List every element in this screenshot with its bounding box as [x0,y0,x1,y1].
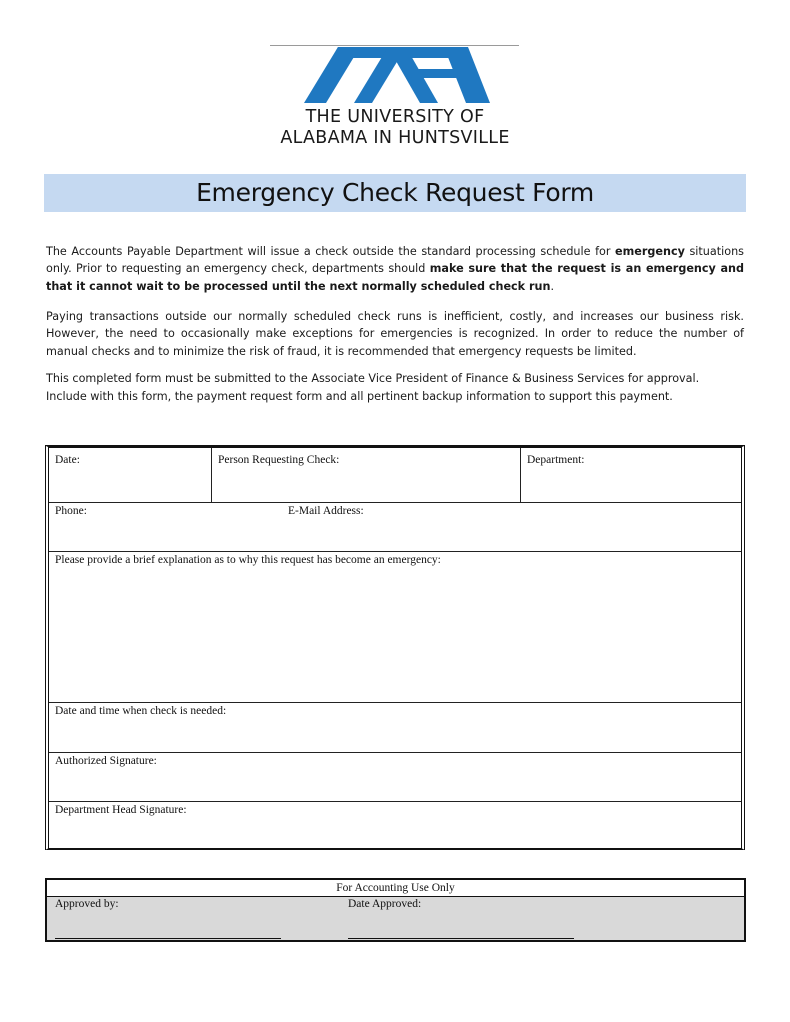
email-label: E-Mail Address: [288,505,364,517]
accounting-use-box [45,878,746,942]
department-label: Department: [527,454,585,466]
divider [520,448,521,502]
p3-line-1: This completed form must be submitted to the Associate Vice President of Finance & Business Services for approval. [46,372,700,385]
department-head-signature-label: Department Head Signature: [55,804,187,816]
row-divider [49,801,741,802]
row-divider [49,752,741,753]
divider [211,448,212,502]
date-label: Date: [55,454,80,466]
request-form-table [45,445,745,850]
approved-by-signature-line [55,938,281,939]
p1-bold-1: emergency [615,245,685,258]
logo-text-line1: THE UNIVERSITY OF [305,107,485,127]
intro-paragraph-2: Paying transactions outside our normally scheduled check runs is inefficient, costly, and increases our business risk. However, the need to occasionally make exceptions for emergencies is recognized. In order to reduce the number of manual checks and to minimize the risk of fraud, it is recommended that emergency requests be limited. [46,310,744,358]
approved-by-label: Approved by: [55,898,119,910]
p3-line-2: Include with this form, the payment request form and all pertinent backup information to support this payment. [46,390,673,404]
form-title: Emergency Check Request Form [44,174,746,212]
explanation-label: Please provide a brief explanation as to why this request has become an emergency: [55,554,441,566]
accounting-header: For Accounting Use Only [47,880,744,897]
date-approved-label: Date Approved: [348,898,422,910]
phone-label: Phone: [55,505,87,517]
date-approved-line [348,938,574,939]
date-time-needed-label: Date and time when check is needed: [55,705,227,717]
p1-text-1: The Accounts Payable Department will issue a check outside the standard processing schedule for [46,245,616,258]
uah-logo-mark-icon [268,47,522,107]
p1-text-3: . [550,279,555,293]
intro-paragraph-3 [46,370,744,406]
logo-top-rule [270,45,519,46]
uah-logo [268,47,522,149]
intro-paragraph-1 [46,243,744,295]
p1-bold-2: make sure that the request is an emergency and that it cannot wait to be processed until the next normally scheduled check run [46,262,745,293]
row-divider [49,502,741,503]
p1-text-2: situations only. Prior to requesting an emergency check, departments should [46,245,744,276]
logo-text-line2: ALABAMA IN HUNTSVILLE [280,128,510,148]
person-requesting-label: Person Requesting Check: [218,454,340,466]
row-divider [49,702,741,703]
authorized-signature-label: Authorized Signature: [55,755,157,767]
row-divider [49,551,741,552]
